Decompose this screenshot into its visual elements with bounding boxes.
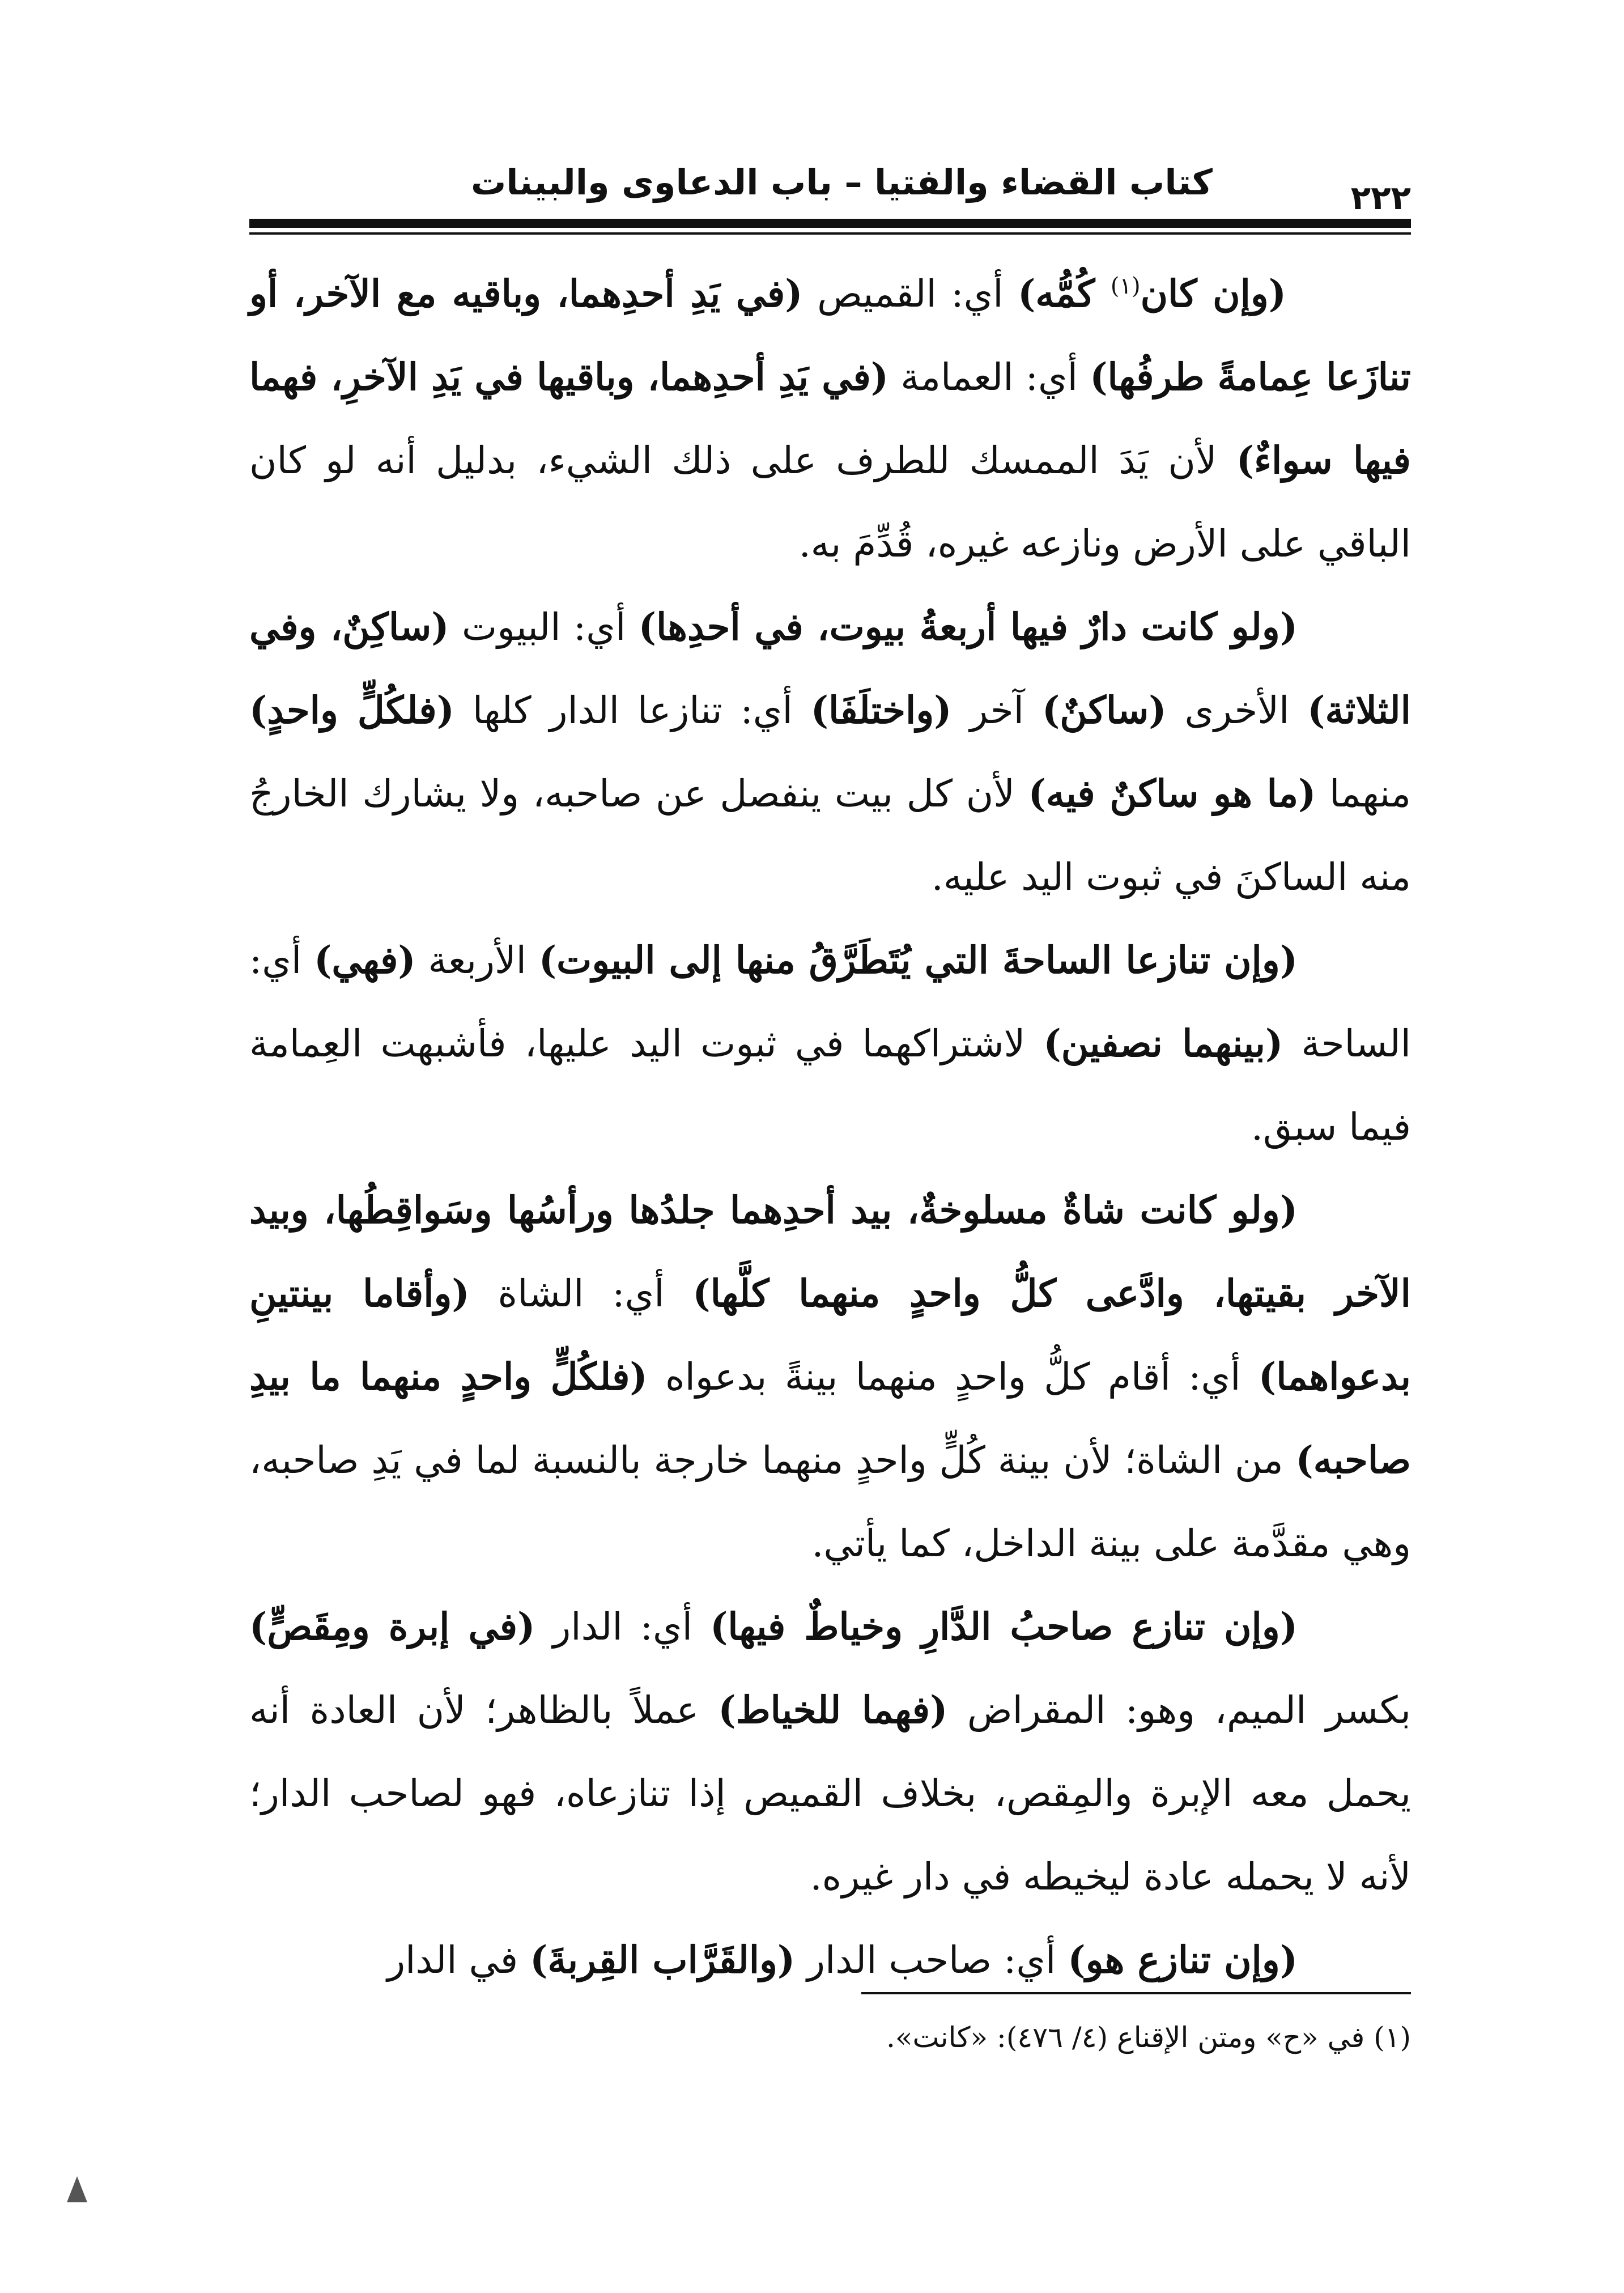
commentary-text: أي: صاحب الدار (795, 1938, 1068, 1982)
matn-text: (واختلَفَا) (810, 688, 952, 732)
paragraph (249, 1918, 1411, 2002)
page-corner-mark (67, 2176, 87, 2202)
matn-text: (وإن تنازع صاحبُ الدَّارِ وخياطٌ فيها) (710, 1604, 1298, 1649)
page-number: ٢٢٢ (1350, 179, 1411, 217)
header-title: كتاب القضاء والفتيا – باب الدعاوى والبينات (470, 162, 1213, 203)
matn-text: (فلكُلٍّ واحدٍ) (249, 688, 454, 732)
header-rule-thick (249, 219, 1411, 228)
matn-text: كُمُّه) (1018, 271, 1111, 316)
commentary-text: أي: البيوت (449, 605, 639, 649)
paragraph (249, 585, 1411, 919)
body-text (249, 252, 1412, 1982)
commentary-text: لاشتراكهما في ثبوت اليد عليها، فأشبهت العِمامة فيما سبق. (249, 1022, 1411, 1149)
commentary-text: في الدار (387, 1938, 530, 1982)
commentary-text: أي: الشاة (469, 1272, 693, 1315)
commentary-text: عملاً بالظاهر؛ لأن العادة أنه يحمل معه الإبرة والمِقص، بخلاف القميص إذا تنازعاه، فهو لصاحب الدار؛ لأنه لا يحمله عادة ليخيطه في دار غيره. (249, 1688, 1411, 1899)
commentary-text: الأخرى (1166, 689, 1308, 732)
footnote-marker: (١) (1110, 273, 1141, 299)
matn-text: (والقَرَّاب القِربةَ) (530, 1938, 796, 1982)
matn-text: (في إبرة ومِقَصٍّ) (249, 1604, 535, 1649)
commentary-text: منهما (1316, 772, 1411, 816)
matn-text: (في يَدِ أحدِهما، وباقيها في يَدِ الآخرِ، فهما فيها سواءٌ) (249, 355, 1411, 482)
commentary-text: أي: أقام كلُّ واحدٍ منهما بينةً بدعواه (647, 1355, 1259, 1399)
matn-text: (فلكُلٍّ واحدٍ منهما ما بيدِ صاحبه) (249, 1354, 1411, 1482)
commentary-text: لأن كل بيت ينفصل عن صاحبه، ولا يشارك الخارجُ منه الساكنَ في ثبوت اليد عليه. (249, 772, 1411, 899)
matn-text: (وأقاما بينتينِ بدعواهما) (249, 1271, 1411, 1399)
commentary-text: من الشاة؛ لأن بينة كُلٍّ واحدٍ منهما خارجة بالنسبة لما في يَدِ صاحبه، وهي مقدَّمة على بينة الداخل، كما يأتي. (249, 1438, 1411, 1565)
matn-text: (بينهما نصفين) (1043, 1021, 1283, 1065)
matn-text: (ولو كانت شاةٌ مسلوخةٌ، بيد أحدِهما جلدُها ورأسُها وسَواقِطُها، وبيد الآخر بقيتها، وادَّعى كلُّ واحدٍ منهما كلَّها) (249, 1188, 1412, 1315)
commentary-text: أي: تنازعا الدار كلها (454, 689, 811, 732)
matn-text: (فهي) (314, 938, 416, 982)
matn-text: (فهما للخياط) (718, 1688, 948, 1732)
matn-text: (وإن كان (1140, 271, 1287, 316)
paragraph (249, 1169, 1411, 1585)
paragraph (249, 1585, 1411, 1918)
matn-text: (في يَدِ أحدِهما، وباقيه مع الآخر، أو تنازَعا عِمامةً طرفُها) (249, 271, 1411, 399)
matn-text: (وإن تنازعا الساحةَ التي يُتَطَرَّقُ منها إلى البيوت) (538, 938, 1298, 982)
matn-text: (ما هو ساكنٌ فيه) (1028, 771, 1316, 816)
header-rule-thin (249, 232, 1411, 235)
commentary-text: الأربعة (415, 939, 539, 982)
commentary-text: لأن يَدَ الممسك للطرف على ذلك الشيء، بدليل أنه لو كان الباقي على الأرض ونازعه غيره، قُدِّمَ به. (249, 439, 1411, 566)
footnote-separator (861, 1992, 1411, 1994)
paragraph (249, 252, 1411, 585)
running-header (249, 150, 1411, 230)
footnote: (١) في «ح» ومتن الإقناع (٤/ ٤٧٦): «كانت». (886, 2021, 1411, 2054)
commentary-text: بكسر الميم، وهو: المقراض (947, 1688, 1411, 1732)
matn-text: (وإن تنازع هو) (1068, 1938, 1298, 1982)
commentary-text: أي: القميص (802, 272, 1018, 316)
matn-text: (ولو كانت دارٌ فيها أربعةُ بيوت، في أحدِها) (638, 605, 1298, 649)
matn-text: (ساكنٌ) (1041, 688, 1167, 732)
matn-text: (ساكِنٌ، وفي الثلاثة) (249, 605, 1411, 732)
commentary-text: أي: العمامة (888, 355, 1090, 399)
commentary-text: أي: الساحة (249, 939, 1411, 1065)
commentary-text: أي: الدار (535, 1605, 711, 1649)
commentary-text: آخر (951, 689, 1042, 732)
paragraph (249, 919, 1411, 1169)
